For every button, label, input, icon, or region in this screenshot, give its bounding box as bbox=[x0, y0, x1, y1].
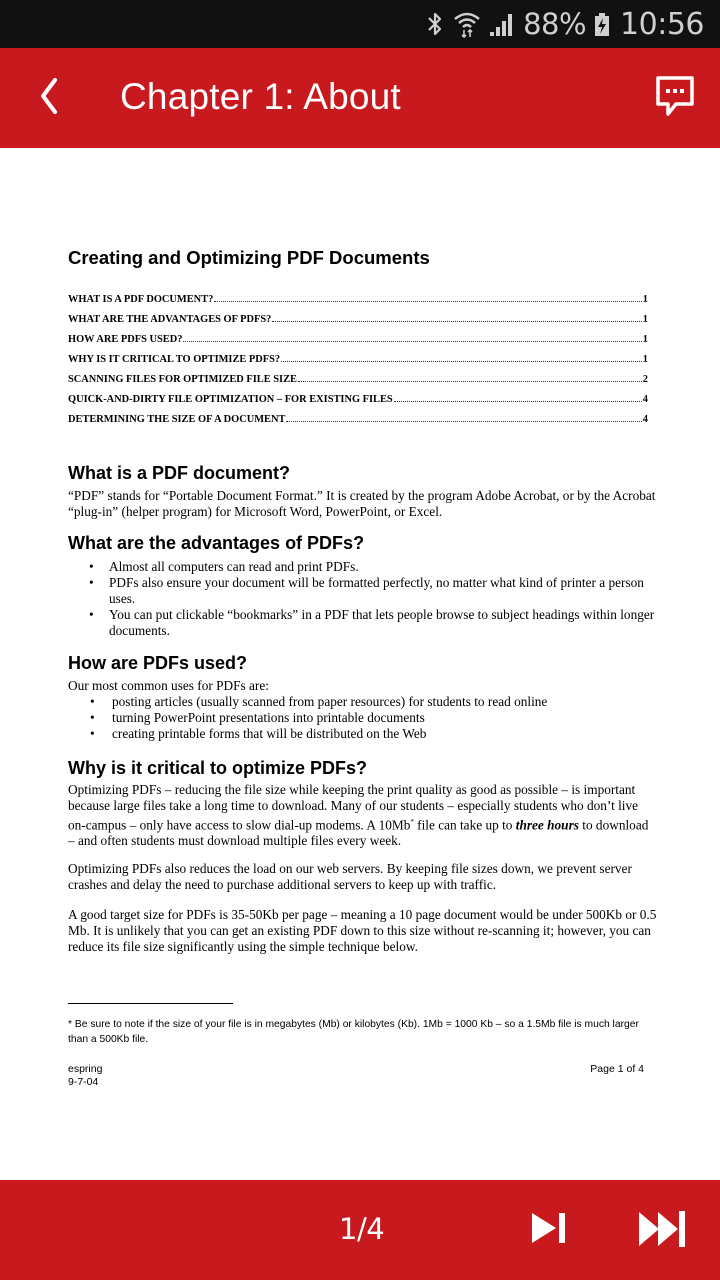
app-bar bbox=[0, 48, 720, 148]
toc-entry[interactable]: WHAT ARE THE ADVANTAGES OF PDFS? 1 bbox=[68, 314, 648, 325]
footnote: * Be sure to note if the size of your file is in megabytes (Mb) or kilobytes (Kb). 1Mb = 1000 Kb – so a 1.5Mb file is much larger than a 500Kb file. bbox=[68, 1019, 639, 1045]
list-item: • PDFs also ensure your document will be formatted perfectly, no matter what kind of printer a person uses. bbox=[68, 575, 658, 607]
list-item: • posting articles (usually scanned from paper resources) for students to read online bbox=[68, 694, 658, 710]
clock: 10:56 bbox=[620, 6, 704, 42]
comment-button[interactable] bbox=[654, 74, 702, 122]
list-item: • You can put clickable “bookmarks” in a PDF that lets people browse to subject headings within longer documents. bbox=[68, 607, 658, 639]
chevron-left-icon bbox=[37, 76, 61, 121]
footer-page-label: Page 1 of 4 bbox=[590, 1063, 644, 1075]
toc-entry[interactable]: WHAT IS A PDF DOCUMENT? 1 bbox=[68, 294, 648, 305]
bottom-nav-bar bbox=[0, 1180, 720, 1280]
advantages-list bbox=[68, 559, 658, 639]
back-button[interactable] bbox=[22, 73, 76, 123]
footer-date: 9-7-04 bbox=[68, 1076, 99, 1088]
bluetooth-icon bbox=[425, 10, 445, 38]
document-title: Creating and Optimizing PDF Documents bbox=[68, 247, 430, 268]
toc-entry[interactable]: DETERMINING THE SIZE OF A DOCUMENT 4 bbox=[68, 414, 648, 425]
toc-entry[interactable]: WHY IS IT CRITICAL TO OPTIMIZE PDFS? 1 bbox=[68, 354, 648, 365]
footer-author: espring bbox=[68, 1063, 103, 1075]
paragraph-what-is-pdf: “PDF” stands for “Portable Document Format.” It is created by the program Adobe Acrobat, or by the Acrobat “plug-in” (helper program) for Microsoft Word, PowerPoint, or Excel. bbox=[68, 488, 656, 519]
heading-advantages: What are the advantages of PDFs? bbox=[68, 533, 365, 553]
battery-charging-icon bbox=[594, 10, 610, 38]
wifi-icon bbox=[453, 10, 481, 38]
paragraph-why-optimize-1: Optimizing PDFs – reducing the file size while keeping the print quality as good as possible – is important because large files take a long time to download. Many of our students – especially students who don’t live on-campus – only have access to slow dial-up modems. A 10Mb* file can take up to three hours to download – and often students must download multiple files every week. bbox=[68, 782, 649, 849]
page-title: Chapter 1: About bbox=[120, 76, 401, 117]
list-item: • Almost all computers can read and print PDFs. bbox=[68, 559, 658, 575]
heading-how-used: How are PDFs used? bbox=[68, 653, 248, 673]
heading-why-optimize: Why is it critical to optimize PDFs? bbox=[68, 758, 368, 778]
cell-signal-icon bbox=[489, 10, 515, 38]
pdf-page-viewer[interactable] bbox=[0, 148, 720, 1180]
toc-entry[interactable]: HOW ARE PDFS USED? 1 bbox=[68, 334, 648, 345]
fast-forward-end-icon bbox=[636, 1237, 690, 1254]
page-counter: 1/4 bbox=[339, 1212, 385, 1246]
battery-percent: 88% bbox=[523, 7, 587, 41]
last-page-button[interactable] bbox=[636, 1208, 692, 1252]
paragraph-why-optimize-3: A good target size for PDFs is 35-50Kb per page – meaning a 10 page document would be under 500Kb or 0.5 Mb. It is unlikely that you can get an existing PDF down to this size without re-scanning it; however, you can reduce its file size significantly using the simple technique below. bbox=[68, 907, 657, 954]
list-item: • creating printable forms that will be distributed on the Web bbox=[68, 726, 658, 742]
skip-next-icon bbox=[528, 1235, 572, 1252]
status-icons bbox=[425, 0, 704, 48]
status-bar bbox=[0, 0, 720, 48]
next-page-button[interactable] bbox=[528, 1208, 576, 1252]
toc-entry[interactable]: QUICK-AND-DIRTY FILE OPTIMIZATION – FOR EXISTING FILES 4 bbox=[68, 394, 648, 405]
uses-list bbox=[68, 694, 658, 742]
table-of-contents bbox=[68, 294, 648, 434]
heading-what-is-pdf: What is a PDF document? bbox=[68, 463, 291, 483]
list-item: • turning PowerPoint presentations into printable documents bbox=[68, 710, 658, 726]
toc-entry[interactable]: SCANNING FILES FOR OPTIMIZED FILE SIZE 2 bbox=[68, 374, 648, 385]
paragraph-why-optimize-2: Optimizing PDFs also reduces the load on our web servers. By keeping file sizes down, we prevent server crashes and delay the need to purchase additional servers to keep up with traffic. bbox=[68, 861, 632, 892]
paragraph-how-used-intro: Our most common uses for PDFs are: bbox=[68, 678, 269, 693]
footnote-divider bbox=[68, 1003, 233, 1004]
comment-icon bbox=[654, 105, 696, 122]
page-footer-left bbox=[68, 1063, 102, 1089]
